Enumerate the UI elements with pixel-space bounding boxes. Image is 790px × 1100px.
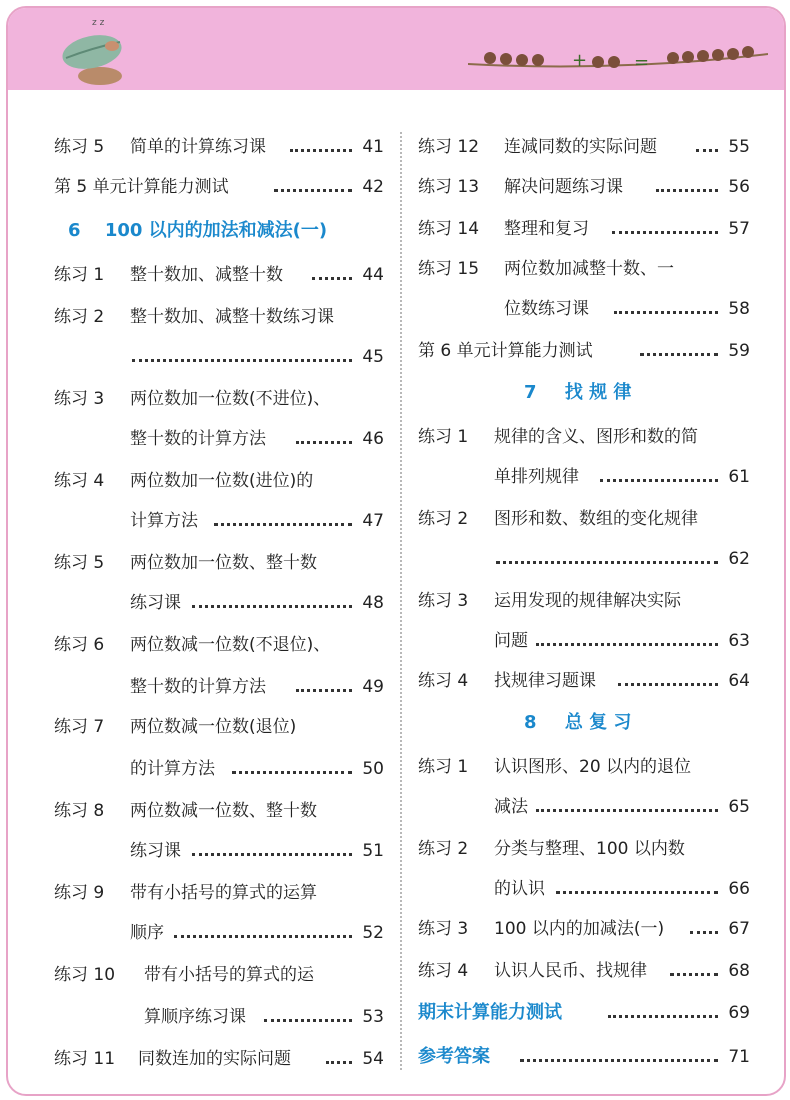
unit-number: 6 [68, 220, 81, 241]
page-number: 55 [728, 137, 750, 157]
exercise-label: 练习 5 [54, 553, 105, 573]
toc-entry[interactable] [54, 960, 384, 990]
entry-title: 认识人民币、找规律 [494, 961, 647, 981]
leader-dots [232, 765, 352, 774]
toc-entry-continued[interactable] [54, 424, 384, 454]
exercise-label: 练习 11 [54, 1049, 116, 1069]
page-number: 54 [362, 1049, 384, 1069]
toc-entry-continued[interactable] [54, 588, 384, 618]
exercise-label: 练习 15 [418, 259, 480, 279]
page-number: 56 [728, 177, 750, 197]
entry-title: 运用发现的规律解决实际 [494, 591, 681, 611]
equals-sign: = [634, 52, 650, 73]
page-number: 68 [728, 961, 750, 981]
exercise-label: 练习 4 [54, 471, 105, 491]
leader-dots [670, 967, 718, 976]
entry-title-continued: 的认识 [494, 879, 545, 899]
exercise-label: 练习 8 [54, 801, 105, 821]
toc-entry-continued[interactable] [54, 754, 384, 784]
toc-entry-continued[interactable] [418, 626, 750, 656]
page-number: 62 [728, 549, 750, 569]
toc-entry-continued[interactable] [418, 544, 750, 574]
page-number: 45 [362, 347, 384, 367]
page-number: 47 [362, 511, 384, 531]
leader-dots [690, 925, 718, 934]
entry-title-continued: 计算方法 [130, 511, 198, 531]
leader-dots [520, 1053, 718, 1062]
entry-title: 认识图形、20 以内的退位 [494, 757, 692, 777]
toc-entry-continued[interactable] [54, 672, 384, 702]
page-number: 64 [728, 671, 750, 691]
toc-entry[interactable] [54, 384, 384, 414]
entry-title-continued: 算顺序练习课 [144, 1007, 246, 1027]
entry-title: 第 5 单元计算能力测试 [54, 177, 229, 197]
leader-dots [192, 847, 352, 856]
toc-entry[interactable] [418, 132, 750, 162]
exercise-label: 练习 3 [418, 919, 469, 939]
entry-title: 两位数减一位数、整十数 [130, 801, 317, 821]
exercise-label: 练习 3 [418, 591, 469, 611]
toc-entry[interactable] [418, 752, 750, 782]
page-number: 50 [362, 759, 384, 779]
leader-dots [312, 271, 352, 280]
toc-entry-continued[interactable] [54, 342, 384, 372]
entry-title: 参考答案 [418, 1046, 490, 1067]
page-number: 66 [728, 879, 750, 899]
leader-dots [656, 183, 718, 192]
leader-dots [326, 1055, 352, 1064]
entry-title-continued: 的计算方法 [130, 759, 215, 779]
toc-entry[interactable] [418, 336, 750, 366]
exercise-label: 练习 12 [418, 137, 480, 157]
toc-entry-continued[interactable] [54, 836, 384, 866]
leader-dots [290, 143, 352, 152]
toc-entry[interactable] [54, 260, 384, 290]
unit-heading-8[interactable] [524, 708, 631, 738]
page-number: 71 [728, 1047, 750, 1067]
column-divider [400, 132, 402, 1070]
entry-title-continued: 顺序 [130, 923, 164, 943]
toc-entry[interactable] [418, 422, 750, 452]
entry-title: 整理和复习 [504, 219, 589, 239]
page-number: 41 [362, 137, 384, 157]
entry-title-continued: 整十数的计算方法 [130, 677, 266, 697]
toc-entry[interactable] [54, 132, 384, 162]
exercise-label: 练习 14 [418, 219, 480, 239]
leader-dots [296, 683, 352, 692]
page-number: 52 [362, 923, 384, 943]
page-number: 58 [728, 299, 750, 319]
exercise-label: 练习 13 [418, 177, 480, 197]
leader-dots [214, 517, 352, 526]
entry-title-continued: 整十数的计算方法 [130, 429, 266, 449]
leader-dots [174, 929, 352, 938]
leader-dots [264, 1013, 352, 1022]
exercise-label: 练习 2 [418, 509, 469, 529]
page-number: 49 [362, 677, 384, 697]
birds-on-branch-illustration [468, 42, 768, 76]
exercise-label: 练习 2 [54, 307, 105, 327]
leader-dots [614, 305, 718, 314]
page-number: 53 [362, 1007, 384, 1027]
unit-title: 找 规 律 [564, 382, 632, 403]
sleep-zz: z z [92, 18, 105, 28]
exercise-label: 练习 5 [54, 137, 105, 157]
page-number: 42 [362, 177, 384, 197]
toc-entry[interactable] [418, 254, 750, 284]
toc-entry[interactable] [54, 302, 384, 332]
leaf-illustration [52, 24, 142, 88]
entry-title: 整十数加、减整十数 [130, 265, 283, 285]
unit-title: 100 以内的加法和减法(一) [104, 220, 328, 241]
leader-dots [192, 599, 352, 608]
entry-title: 解决问题练习课 [504, 177, 623, 197]
entry-title: 期末计算能力测试 [418, 1002, 562, 1023]
page-number: 59 [728, 341, 750, 361]
entry-title: 简单的计算练习课 [130, 137, 266, 157]
page-number: 65 [728, 797, 750, 817]
entry-title: 两位数加一位数(不进位)、 [130, 389, 331, 409]
leader-dots [274, 183, 352, 192]
toc-entry[interactable] [54, 630, 384, 660]
page-number: 46 [362, 429, 384, 449]
unit-heading-6[interactable] [68, 216, 327, 246]
toc-entry-continued[interactable] [54, 506, 384, 536]
entry-title: 同数连加的实际问题 [138, 1049, 291, 1069]
toc-entry[interactable] [418, 504, 750, 534]
leader-dots [600, 473, 718, 482]
exercise-label: 练习 1 [418, 427, 469, 447]
exercise-label: 练习 4 [418, 671, 469, 691]
leader-dots [612, 225, 718, 234]
plus-sign: + [572, 50, 588, 71]
toc-entry-continued[interactable] [418, 874, 750, 904]
entry-title-continued: 单排列规律 [494, 467, 579, 487]
leader-dots [296, 435, 352, 444]
unit-number: 7 [524, 382, 537, 403]
leader-dots [556, 885, 718, 894]
exercise-label: 练习 6 [54, 635, 105, 655]
page-number: 61 [728, 467, 750, 487]
page-number: 69 [728, 1003, 750, 1023]
toc-entry-final-test[interactable] [418, 998, 750, 1028]
toc-entry-continued[interactable] [418, 792, 750, 822]
toc-entry[interactable] [54, 466, 384, 496]
page-number: 51 [362, 841, 384, 861]
page-number: 48 [362, 593, 384, 613]
toc-entry[interactable] [54, 712, 384, 742]
toc-entry[interactable] [418, 956, 750, 986]
toc-entry[interactable] [418, 914, 750, 944]
entry-title: 两位数加一位数(进位)的 [130, 471, 314, 491]
entry-title: 图形和数、数组的变化规律 [494, 509, 698, 529]
leader-dots [640, 347, 718, 356]
entry-title: 带有小括号的算式的运 [144, 965, 314, 985]
entry-title: 分类与整理、100 以内数 [494, 839, 685, 859]
exercise-label: 练习 10 [54, 965, 116, 985]
page-number: 57 [728, 219, 750, 239]
entry-title-continued: 练习课 [130, 841, 181, 861]
exercise-label: 练习 9 [54, 883, 105, 903]
toc-entry[interactable] [418, 666, 750, 696]
page-number: 44 [362, 265, 384, 285]
entry-title: 规律的含义、图形和数的简 [494, 427, 698, 447]
entry-title: 100 以内的加减法(一) [494, 919, 665, 939]
toc-entry-continued[interactable] [418, 462, 750, 492]
exercise-label: 练习 1 [54, 265, 105, 285]
unit-title: 总 复 习 [564, 712, 632, 733]
entry-title-continued: 减法 [494, 797, 528, 817]
entry-title: 找规律习题课 [494, 671, 596, 691]
leader-dots [132, 353, 352, 362]
entry-title-continued: 练习课 [130, 593, 181, 613]
toc-entry[interactable] [418, 834, 750, 864]
header-banner [8, 8, 784, 90]
entry-title-continued: 问题 [494, 631, 528, 651]
unit-heading-7[interactable] [524, 378, 631, 408]
page-number: 63 [728, 631, 750, 651]
leader-dots [618, 677, 718, 686]
toc-entry[interactable] [418, 586, 750, 616]
toc-entry[interactable] [418, 214, 750, 244]
leader-dots [536, 637, 718, 646]
toc-entry[interactable] [54, 1044, 384, 1074]
toc-entry[interactable] [54, 548, 384, 578]
entry-title: 两位数加减整十数、一 [504, 259, 674, 279]
entry-title: 两位数减一位数(不退位)、 [130, 635, 331, 655]
entry-title: 整十数加、减整十数练习课 [130, 307, 334, 327]
exercise-label: 练习 4 [418, 961, 469, 981]
entry-title-continued: 位数练习课 [504, 299, 589, 319]
leader-dots [496, 555, 718, 564]
entry-title: 两位数减一位数(退位) [130, 717, 297, 737]
toc-entry-continued[interactable] [418, 294, 750, 324]
entry-title: 两位数加一位数、整十数 [130, 553, 317, 573]
toc-entry-continued[interactable] [54, 918, 384, 948]
toc-entry-continued[interactable] [54, 1002, 384, 1032]
exercise-label: 练习 7 [54, 717, 105, 737]
toc-entry[interactable] [418, 172, 750, 202]
toc-entry[interactable] [54, 878, 384, 908]
leader-dots [536, 803, 718, 812]
toc-entry[interactable] [54, 172, 384, 202]
leader-dots [608, 1009, 718, 1018]
exercise-label: 练习 3 [54, 389, 105, 409]
toc-entry[interactable] [54, 796, 384, 826]
leader-dots [696, 143, 718, 152]
entry-title: 带有小括号的算式的运算 [130, 883, 317, 903]
exercise-label: 练习 1 [418, 757, 469, 777]
toc-entry-answers[interactable] [418, 1042, 750, 1072]
unit-number: 8 [524, 712, 537, 733]
entry-title: 连减同数的实际问题 [504, 137, 657, 157]
entry-title: 第 6 单元计算能力测试 [418, 341, 593, 361]
page-number: 67 [728, 919, 750, 939]
exercise-label: 练习 2 [418, 839, 469, 859]
